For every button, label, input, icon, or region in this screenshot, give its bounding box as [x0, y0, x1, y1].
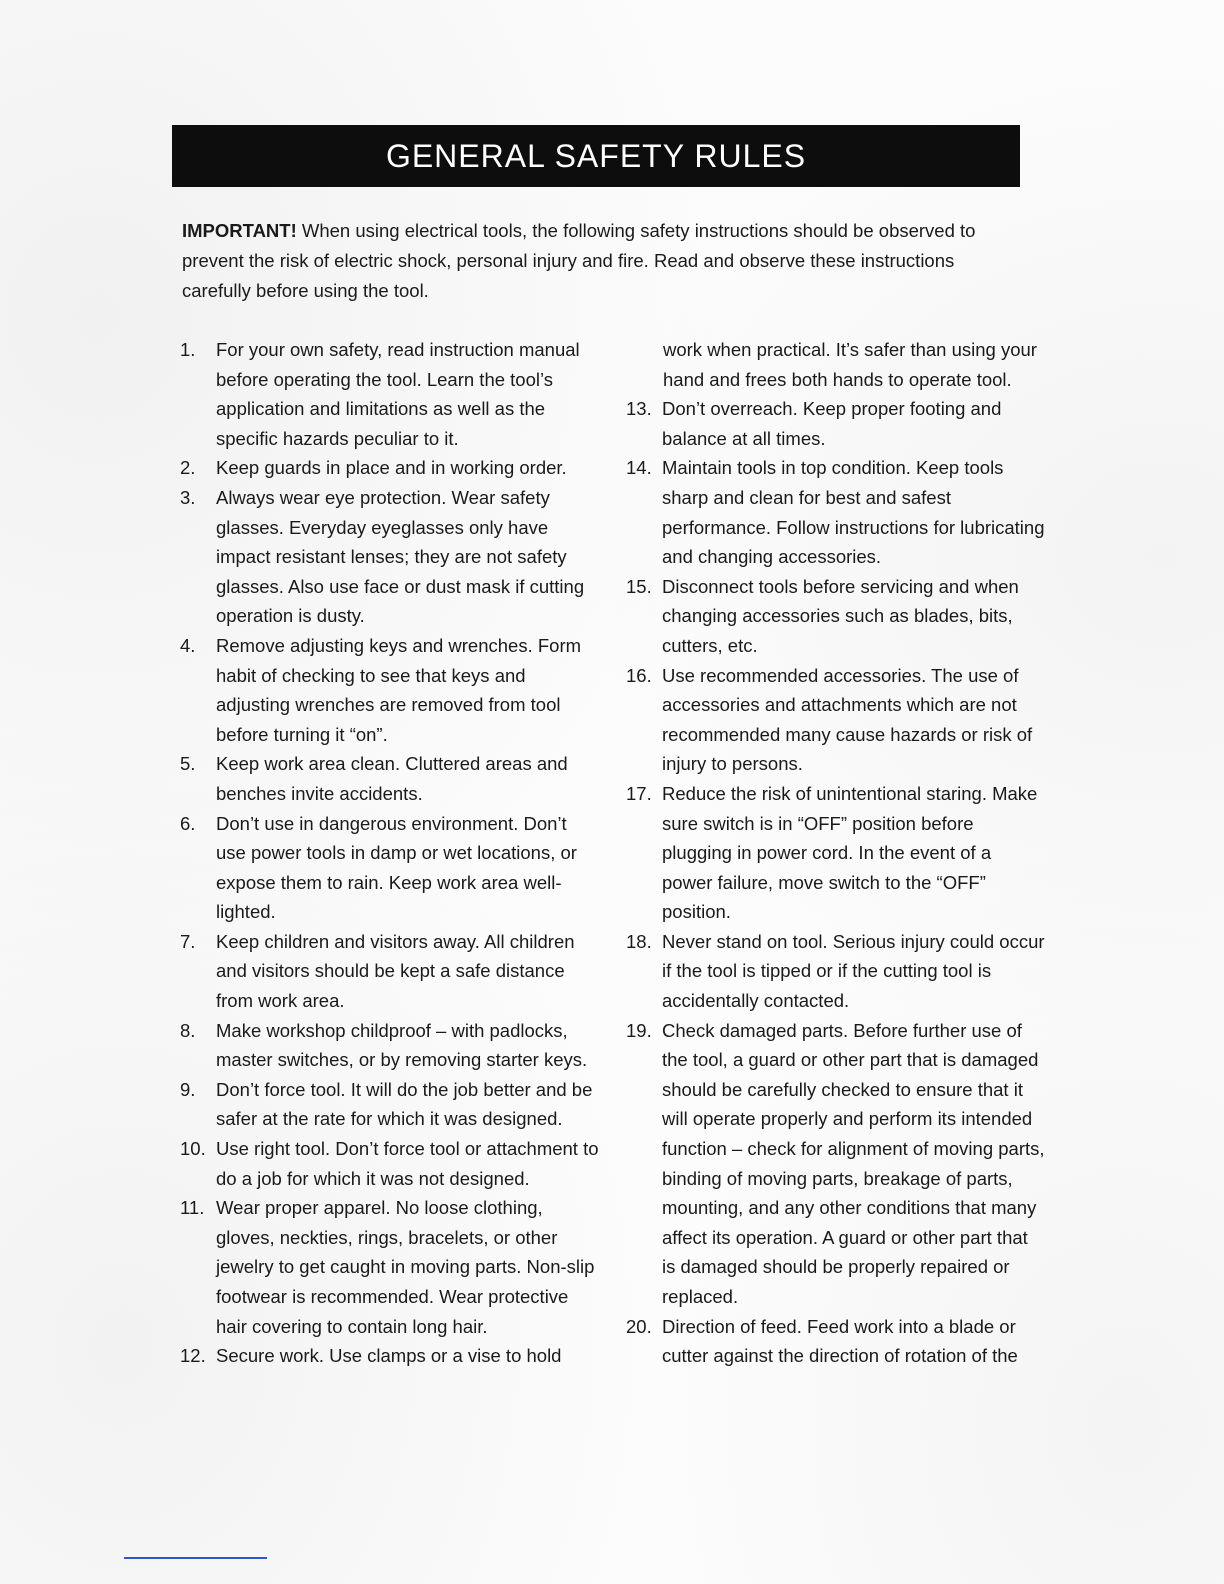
left-column	[180, 335, 600, 1371]
item-text: Don’t overreach. Keep proper footing and balance at all times.	[662, 398, 1002, 449]
list-item	[180, 335, 600, 453]
item-number: 7.	[180, 930, 196, 952]
item-number: 3.	[180, 486, 196, 508]
list-item	[180, 1341, 600, 1371]
item-number: 2.	[180, 457, 196, 479]
item-text: Always wear eye protection. Wear safety glasses. Everyday eyeglasses only have impact resistant lenses; they are not safety glasses. Also use face or dust mask if cutting operation is dusty.	[216, 486, 585, 627]
item-text: Disconnect tools before servicing and when changing accessories such as blades, bits, cutters, etc.	[662, 575, 1019, 656]
item-text: Make workshop childproof – with padlocks, master switches, or by removing starter keys.	[216, 1019, 588, 1071]
list-item	[180, 927, 600, 1016]
item-text: Don’t force tool. It will do the job better and be safer at the rate for which it was designed.	[216, 1078, 593, 1130]
item-text: Reduce the risk of unintentional staring. Make sure switch is in “OFF” position before plugging in power cord. In the event of a power failure, move switch to the “OFF” position.	[662, 782, 1038, 923]
item-number: 18.	[626, 930, 652, 952]
list-item	[180, 453, 600, 483]
list-item	[180, 1134, 600, 1193]
item-number: 19.	[626, 1019, 652, 1041]
list-item	[626, 927, 1046, 1016]
list-item	[180, 1016, 600, 1075]
list-item	[180, 483, 600, 631]
list-item	[626, 661, 1046, 779]
list-item	[626, 572, 1046, 661]
item-text: Use recommended accessories. The use of accessories and attachments which are not recommended many cause hazards or risk of injury to persons.	[662, 664, 1033, 775]
list-item	[626, 453, 1046, 571]
item-number: 4.	[180, 634, 196, 656]
item-text: Use right tool. Don’t force tool or attachment to do a job for which it was not designed.	[216, 1138, 599, 1189]
page-title: GENERAL SAFETY RULES	[385, 137, 807, 174]
item-text: Maintain tools in top condition. Keep tools sharp and clean for best and safest performance. Follow instructions for lubricating and changing accessories.	[662, 457, 1045, 568]
footer-rule	[124, 1557, 267, 1559]
continued-text: work when practical. It’s safer than using your hand and frees both hands to operate tool.	[663, 339, 1037, 390]
list-item	[180, 809, 600, 927]
item-number: 16.	[626, 664, 652, 686]
item-number: 15.	[626, 575, 652, 597]
item-number: 10.	[180, 1138, 206, 1160]
item-text: Keep children and visitors away. All children and visitors should be kept a safe distance from work area.	[216, 930, 575, 1012]
item-number: 12.	[180, 1345, 206, 1367]
right-column	[626, 335, 1046, 1371]
item-number: 1.	[180, 339, 196, 360]
list-item	[626, 1016, 1046, 1312]
item-text: Secure work. Use clamps or a vise to hold	[216, 1345, 562, 1367]
item-number: 9.	[180, 1078, 196, 1100]
list-item	[180, 1193, 600, 1341]
list-item	[626, 1312, 1046, 1371]
item-number: 8.	[180, 1019, 196, 1041]
item-text: Keep guards in place and in working order.	[216, 457, 567, 479]
title-banner	[172, 125, 1020, 187]
intro-paragraph	[182, 216, 1012, 306]
item-text: Never stand on tool. Serious injury could occur if the tool is tipped or if the cutting tool is accidentally contacted.	[662, 930, 1045, 1012]
important-label: IMPORTANT!	[182, 220, 297, 241]
item-number: 5.	[180, 753, 196, 775]
item-number: 20.	[626, 1315, 652, 1337]
item-text: Remove adjusting keys and wrenches. Form habit of checking to see that keys and adjusting wrenches are removed from tool before turning it “on”.	[216, 634, 582, 745]
item-number: 6.	[180, 812, 196, 834]
list-item	[180, 631, 600, 749]
item-text: Direction of feed. Feed work into a blade or cutter against the direction of rotation of the	[662, 1315, 1018, 1367]
item-text: Keep work area clean. Cluttered areas and benches invite accidents.	[216, 753, 568, 804]
list-item	[180, 1075, 600, 1134]
item-text: Wear proper apparel. No loose clothing, gloves, neckties, rings, bracelets, or other jewelry to get caught in moving parts. Non-slip footwear is recommended. Wear protective hair covering to contain long hair.	[216, 1197, 595, 1337]
item-number: 13.	[626, 398, 652, 420]
list-item	[626, 779, 1046, 927]
intro-text: When using electrical tools, the following safety instructions should be observed to prevent the risk of electric shock, personal injury and fire. Read and observe these instructions carefully before using the tool.	[182, 220, 976, 301]
list-item	[626, 394, 1046, 453]
list-item	[180, 749, 600, 808]
item-number: 17.	[626, 782, 652, 804]
item-number: 11.	[180, 1197, 205, 1219]
item-text: For your own safety, read instruction manual before operating the tool. Learn the tool’s application and limitations as well as the specific hazards peculiar to it.	[216, 339, 580, 449]
item-text: Check damaged parts. Before further use of the tool, a guard or other part that is damaged should be carefully checked to ensure that it will operate properly and perform its intended function – check for alignment of moving parts, binding of moving parts, breakage of parts, mounting, and any other conditions that many affect its operation. A guard or other part that is damaged should be properly repaired or replaced.	[662, 1019, 1045, 1307]
item-number: 14.	[626, 457, 652, 479]
item-text: Don’t use in dangerous environment. Don’t use power tools in damp or wet locations, or expose them to rain. Keep work area well-lighted.	[216, 812, 577, 923]
